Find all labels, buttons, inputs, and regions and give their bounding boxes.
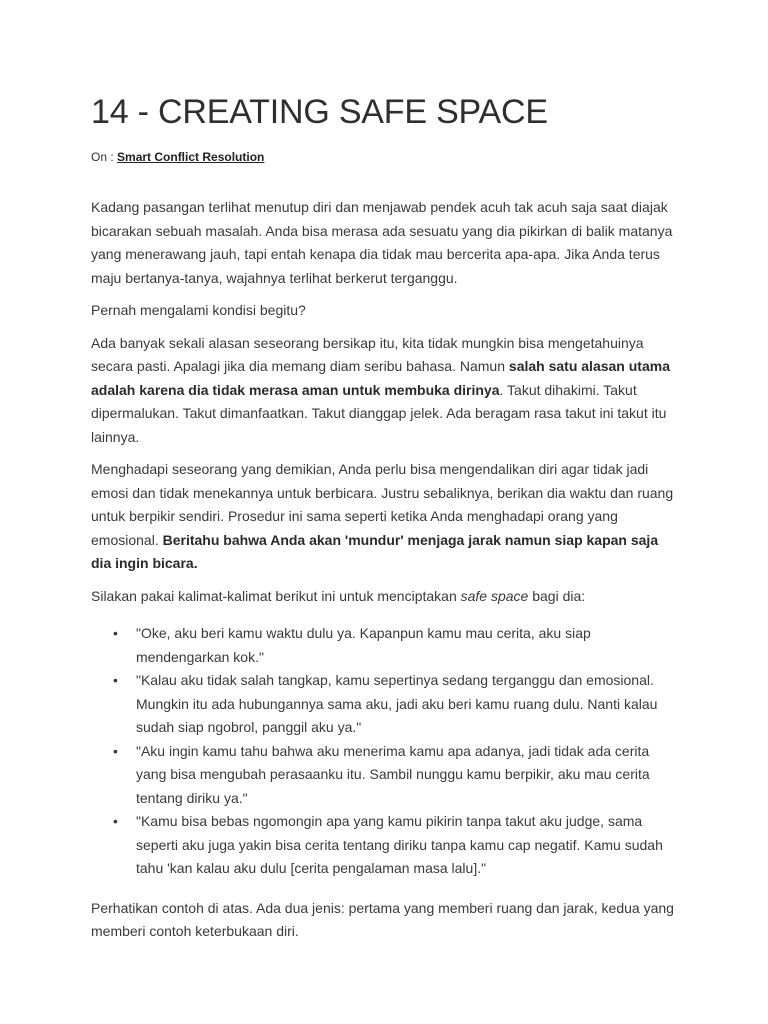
paragraph-1: Kadang pasangan terlihat menutup diri dan menjawab pendek acuh tak acuh saja saat diajak bicarakan sebuah masalah. Anda bisa merasa ada sesuatu yang dia pikirkan di balik matanya yang menerawang jauh, tapi entah kenapa dia tidak mau bercerita apa-apa. Jika Anda terus maju bertanya-tanya, wajahnya terlihat berkerut terganggu. bbox=[91, 199, 673, 286]
bullet-icon: • bbox=[113, 625, 118, 641]
list-item-text: "Oke, aku beri kamu waktu dulu ya. Kapanpun kamu mau cerita, aku siap mendengarkan kok." bbox=[136, 625, 591, 665]
paragraph-5 bbox=[91, 585, 681, 609]
paragraph-5-italic: safe space bbox=[460, 587, 529, 604]
source-link[interactable]: Smart Conflict Resolution bbox=[117, 150, 265, 164]
bullet-icon: • bbox=[113, 672, 118, 688]
source-prefix: On : bbox=[91, 150, 118, 164]
list-item bbox=[113, 740, 681, 811]
paragraph-6: Perhatikan contoh di atas. Ada dua jenis: pertama yang memberi ruang dan jarak, kedua yang memberi contoh keterbukaan diri. bbox=[91, 899, 674, 939]
source-line bbox=[91, 150, 681, 164]
document-page bbox=[91, 0, 681, 953]
list-item bbox=[113, 810, 681, 881]
bullet-list bbox=[91, 622, 681, 881]
list-item bbox=[113, 622, 681, 669]
paragraph-3-text-a: Ada banyak sekali alasan seseorang bersikap itu, kita tidak mungkin bisa mengetahuinya secara pasti. Apalagi jika dia memang diam seribu bahasa. Namun bbox=[91, 334, 644, 374]
article-body bbox=[91, 196, 681, 944]
paragraph-3-text-b: . Takut dihakimi. Takut dipermalukan. Takut dimanfaatkan. Takut dianggap jelek. Ada beragam rasa takut ini takut itu lainnya. bbox=[91, 381, 667, 445]
paragraph-4 bbox=[91, 458, 681, 576]
paragraph-3-bold: salah satu alasan utama adalah karena dia tidak merasa aman untuk membuka dirinya bbox=[91, 358, 670, 398]
page-title: 14 - CREATING SAFE SPACE bbox=[91, 93, 548, 131]
paragraph-4-bold: Beritahu bahwa Anda akan 'mundur' menjaga jarak namun siap kapan saja dia ingin bicara. bbox=[91, 531, 659, 571]
list-item-text: "Aku ingin kamu tahu bahwa aku menerima kamu apa adanya, jadi tidak ada cerita yang bisa mengubah perasaanku itu. Sambil nunggu kamu berpikir, aku mau cerita tentang diriku ya." bbox=[136, 742, 650, 806]
list-item bbox=[113, 669, 681, 740]
paragraph-5-text-b: bagi dia: bbox=[528, 587, 586, 604]
paragraph-2: Pernah mengalami kondisi begitu? bbox=[91, 302, 306, 318]
bullet-icon: • bbox=[113, 742, 118, 759]
paragraph-5-text-a: Silakan pakai kalimat-kalimat berikut ini untuk menciptakan bbox=[91, 587, 461, 604]
paragraph-3 bbox=[91, 332, 681, 450]
bullet-icon: • bbox=[113, 813, 118, 829]
paragraph-4-text: Menghadapi seseorang yang demikian, Anda perlu bisa mengendalikan diri agar tidak jadi emosi dan tidak menekannya untuk berbicara. Justru sebaliknya, berikan dia waktu dan ruang untuk berpikir sendiri. Prosedur ini sama seperti ketika Anda menghadapi orang yang emosional. bbox=[91, 461, 674, 548]
list-item-text: "Kalau aku tidak salah tangkap, kamu sepertinya sedang terganggu dan emosional. Mungkin itu ada hubungannya sama aku, jadi aku beri kamu ruang dulu. Nanti kalau sudah siap ngobrol, panggil aku ya." bbox=[136, 672, 658, 735]
list-item-text: "Kamu bisa bebas ngomongin apa yang kamu pikirin tanpa takut aku judge, sama seperti aku juga yakin bisa cerita tentang diriku tanpa kamu cap negatif. Kamu sudah tahu 'kan kalau aku dulu [cerita pengalaman masa lalu]." bbox=[136, 813, 663, 876]
